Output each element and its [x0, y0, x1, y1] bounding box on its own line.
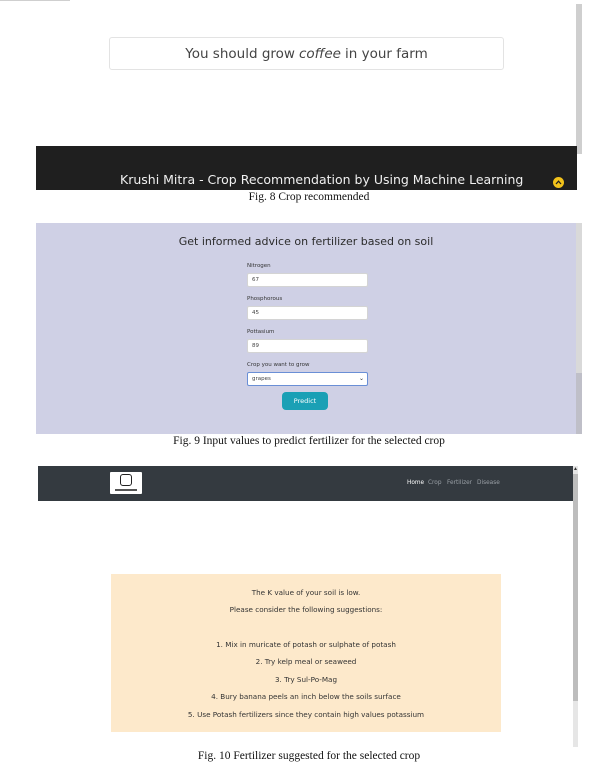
- nitrogen-label: Nitrogen: [247, 263, 271, 269]
- nitrogen-input[interactable]: 67: [247, 273, 368, 287]
- scrollbar-thumb[interactable]: [573, 474, 578, 701]
- result-suffix: in your farm: [345, 45, 428, 62]
- figure-9-caption: Fig. 9 Input values to predict fertilizer for the selected crop: [173, 435, 445, 447]
- nav-crop[interactable]: Crop: [428, 480, 442, 486]
- fertilizer-advice-box: [111, 574, 501, 732]
- advice-heading: The K value of your soil is low.: [251, 588, 361, 597]
- chevron-up-icon: [555, 180, 562, 185]
- potassium-label: Pottasium: [247, 329, 275, 335]
- advice-intro: Please consider the following suggestions:: [229, 605, 383, 614]
- scrollbar[interactable]: [576, 4, 582, 154]
- top-divider: [0, 0, 70, 1]
- advice-item: 4. Bury banana peels an inch below the soils surface: [211, 692, 401, 701]
- crop-select-label: Crop you want to grow: [247, 362, 310, 368]
- advice-item: 3. Try Sul-Po-Mag: [274, 675, 338, 684]
- crop-select[interactable]: [247, 372, 368, 386]
- recommended-crop: coffee: [298, 45, 341, 62]
- nav-disease[interactable]: Disease: [477, 480, 500, 486]
- advice-item: 2. Try kelp meal or seaweed: [255, 657, 357, 666]
- scroll-to-top-button[interactable]: [553, 177, 564, 188]
- figure-8-caption: Fig. 8 Crop recommended: [248, 191, 370, 203]
- crop-select-value: grapes: [252, 376, 271, 382]
- advice-item: 5. Use Potash fertilizers since they contain high values potassium: [187, 710, 425, 719]
- figure-10-screenshot: [38, 466, 578, 747]
- scroll-up-arrow-icon[interactable]: ▲: [573, 466, 578, 472]
- phosphorous-input[interactable]: 45: [247, 306, 368, 320]
- recommendation-result: [109, 37, 504, 70]
- logo-icon: [120, 474, 132, 486]
- phosphorous-label: Phosphorous: [247, 296, 283, 302]
- result-prefix: You should grow: [185, 45, 295, 62]
- navbar: [38, 466, 573, 501]
- footer-text: Krushi Mitra - Crop Recommendation by Using Machine Learning: [120, 172, 524, 187]
- nav-home[interactable]: Home: [407, 480, 425, 486]
- form-title: Get informed advice on fertilizer based on soil: [178, 235, 434, 248]
- site-footer: [36, 146, 577, 190]
- advice-item: 1. Mix in muricate of potash or sulphate of potash: [216, 640, 396, 649]
- figure-10-caption: Fig. 10 Fertilizer suggested for the selected crop: [197, 750, 421, 762]
- figure-9-screenshot: [36, 223, 582, 434]
- figure-8-screenshot: [36, 4, 582, 190]
- site-logo[interactable]: [110, 472, 142, 494]
- potassium-input[interactable]: 89: [247, 339, 368, 353]
- logo-caption-line: [115, 489, 137, 491]
- chevron-down-icon: ⌄: [358, 375, 364, 382]
- nav-fertilizer[interactable]: Fertilizer: [447, 480, 473, 486]
- predict-button[interactable]: Predict: [282, 392, 328, 410]
- scrollbar-thumb[interactable]: [576, 223, 582, 373]
